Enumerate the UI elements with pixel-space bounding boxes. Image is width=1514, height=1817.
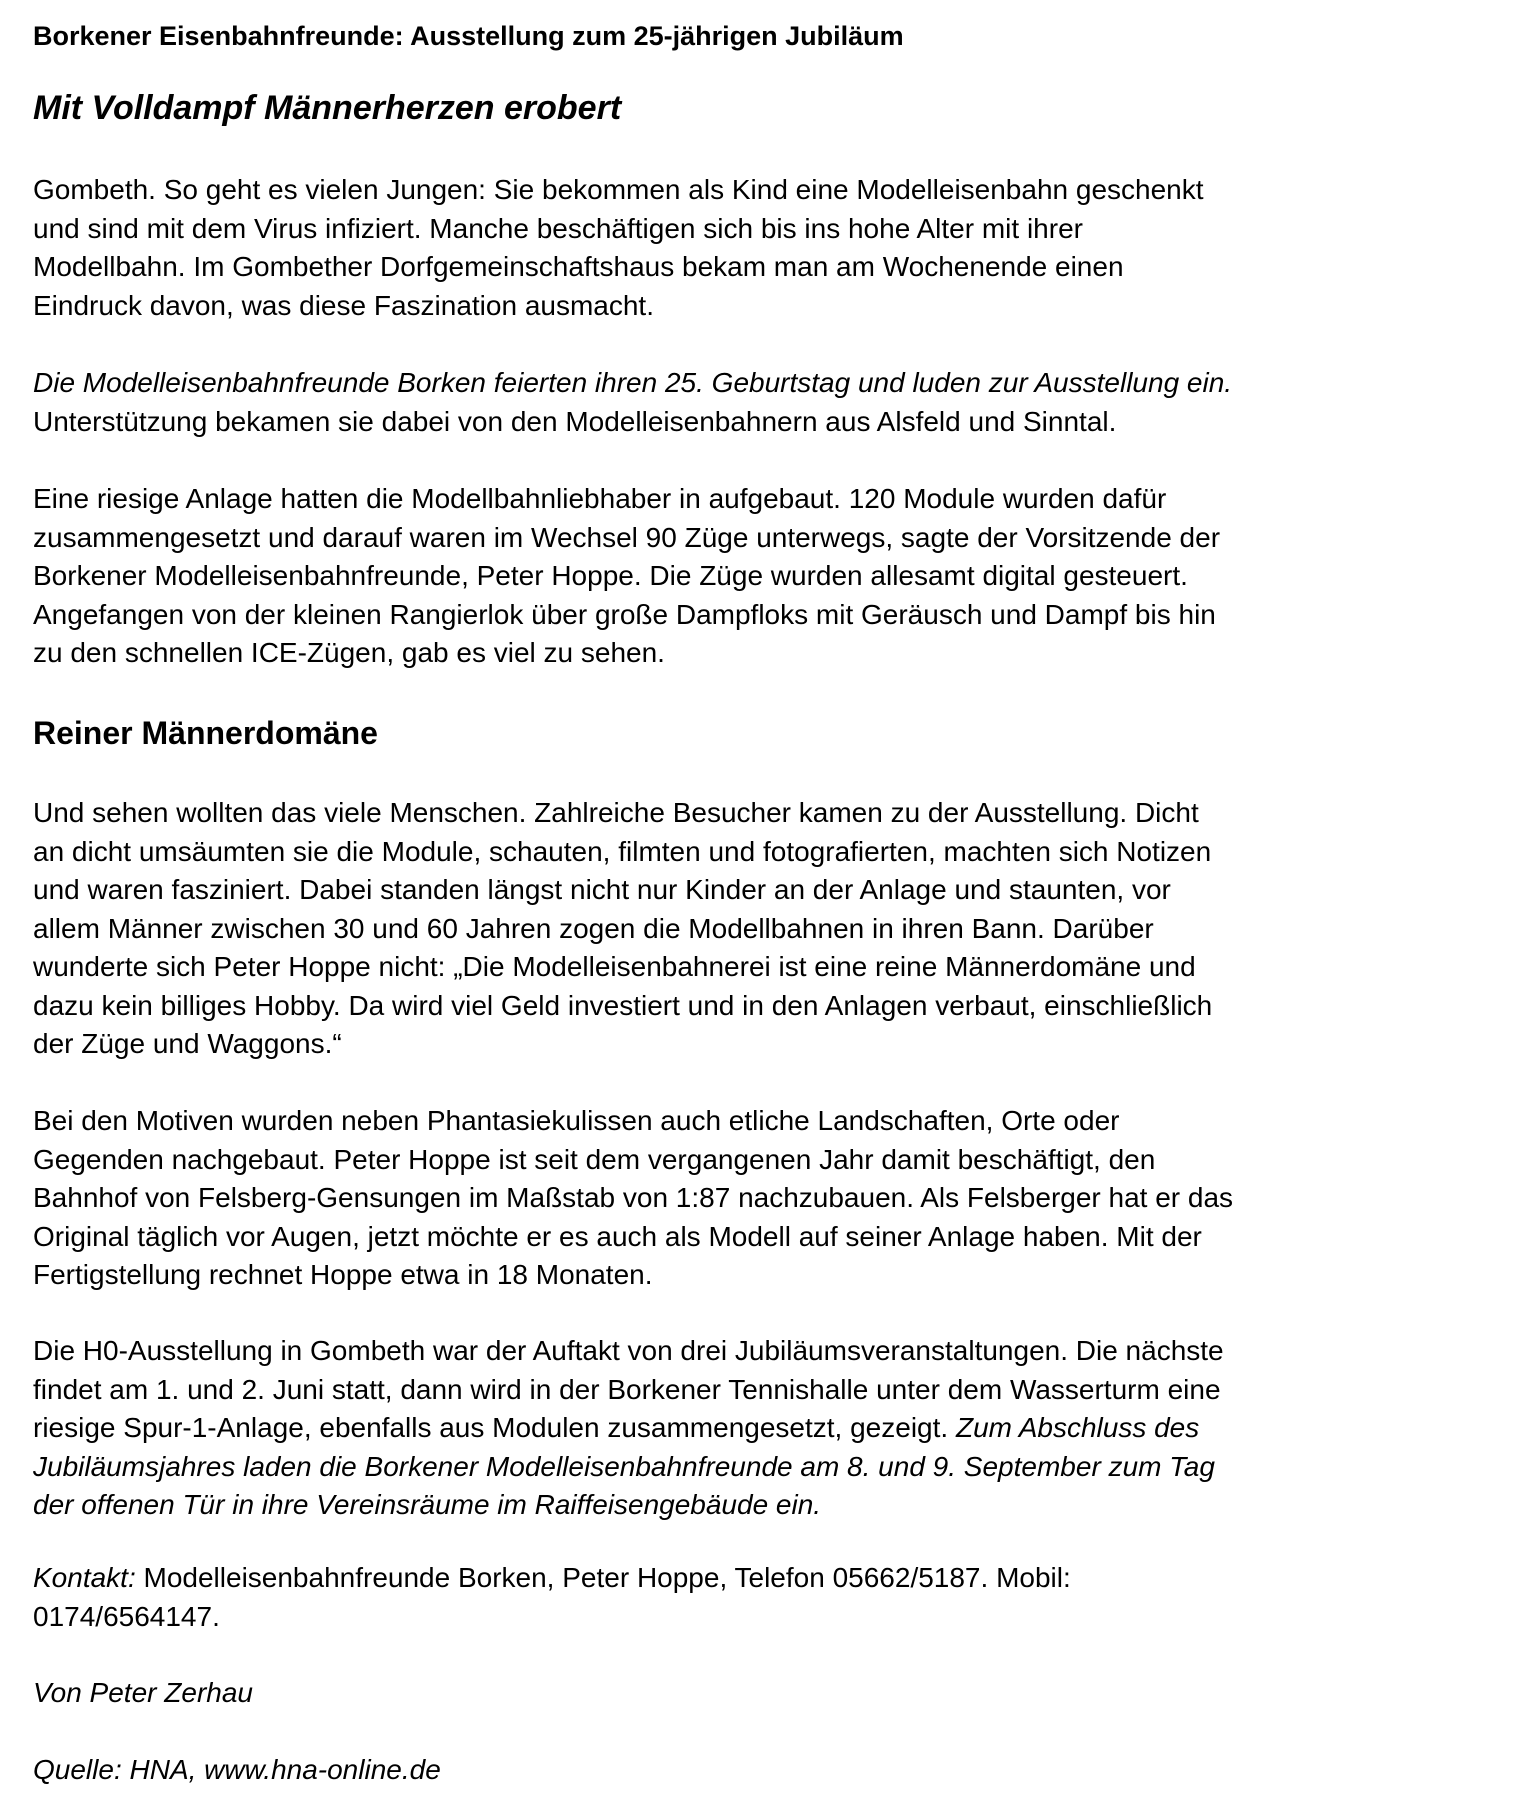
paragraph-visitors — [33, 794, 1212, 1064]
text-line: der Züge und Waggons.“ — [33, 1028, 342, 1059]
text-line: dazu kein billiges Hobby. Da wird viel Geld investiert und in den Anlagen verbaut, einschließlich — [33, 989, 1213, 1021]
contact-label: Kontakt: — [33, 1562, 136, 1593]
paragraph-events — [33, 1332, 1224, 1525]
byline: Von Peter Zerhau — [33, 1677, 253, 1708]
text-line: Bahnhof von Felsberg-Gensungen im Maßstab von 1:87 nachzubauen. Als Felsberger hat er das — [33, 1182, 1234, 1213]
text-line-mixed — [33, 1409, 1224, 1448]
text-line: Bei den Motiven wurden neben Phantasiekulissen auch etliche Landschaften, Orte oder — [33, 1105, 1120, 1136]
text-line: zusammengesetzt und darauf waren im Wechsel 90 Züge unterwegs, sagte der Vorsitzende der — [33, 521, 1221, 553]
contact-details: Modelleisenbahnfreunde Borken, Peter Hoppe, Telefon 05662/5187. Mobil: — [135, 1562, 1071, 1593]
text-line: und sind mit dem Virus infiziert. Manche beschäftigen sich bis ins hohe Alter mit ihrer — [33, 212, 1083, 244]
text-line: Borkener Modelleisenbahnfreunde, Peter Hoppe. Die Züge wurden allesamt digital gesteuert. — [33, 560, 1188, 591]
source-credit: Quelle: HNA, www.hna-online.de — [33, 1754, 441, 1785]
text-line-italic: der offenen Tür in ihre Vereinsräume im Raiffeisengebäude ein. — [33, 1489, 822, 1520]
text-line: Gombeth. So geht es vielen Jungen: Sie bekommen als Kind eine Modelleisenbahn geschenkt — [33, 174, 1204, 205]
text-line-italic: Die Modelleisenbahnfreunde Borken feierten ihren 25. Geburtstag und luden zur Ausstellung ein. — [33, 367, 1233, 398]
text-segment: riesige Spur-1-Anlage, ebenfalls aus Modulen zusammengesetzt, gezeigt. — [33, 1412, 956, 1443]
article-headline: Mit Volldampf Männerherzen erobert — [33, 89, 622, 127]
text-line: Und sehen wollten das viele Menschen. Zahlreiche Besucher kamen zu der Ausstellung. Dicht — [33, 797, 1199, 828]
text-line: Unterstützung bekamen sie dabei von den Modelleisenbahnern aus Alsfeld und Sinntal. — [33, 405, 1117, 437]
text-line: wunderte sich Peter Hoppe nicht: „Die Modelleisenbahnerei ist eine reine Männerdomäne und — [33, 951, 1196, 982]
text-line: allem Männer zwischen 30 und 60 Jahren zogen die Modellbahnen in ihren Bann. Darüber — [33, 912, 1154, 944]
text-line: Angefangen von der kleinen Rangierlok über große Dampfloks mit Geräusch und Dampf bis hin — [33, 598, 1216, 630]
text-line: und waren fasziniert. Dabei standen längst nicht nur Kinder an der Anlage und staunten, vor — [33, 874, 1171, 905]
contact-info — [33, 1559, 1071, 1636]
intro-paragraph — [33, 171, 1204, 325]
text-line: Eindruck davon, was diese Faszination ausmacht. — [33, 289, 654, 321]
contact-line — [33, 1559, 1071, 1598]
paragraph-celebration — [33, 364, 1232, 441]
text-segment-italic: Zum Abschluss des — [955, 1412, 1200, 1443]
paragraph-motifs — [33, 1102, 1233, 1295]
text-line: Original täglich vor Augen, jetzt möchte er es auch als Modell auf seiner Anlage haben. Mit der — [33, 1220, 1202, 1252]
text-line: Gegenden nachgebaut. Peter Hoppe ist seit dem vergangenen Jahr damit beschäftigt, den — [33, 1143, 1156, 1175]
text-line: an dicht umsäumten sie die Module, schauten, filmten und fotografierten, machten sich Notizen — [33, 835, 1212, 867]
article-kicker: Borkener Eisenbahnfreunde: Ausstellung zum 25-jährigen Jubiläum — [33, 21, 904, 51]
text-line: zu den schnellen ICE-Zügen, gab es viel zu sehen. — [33, 637, 665, 668]
section-heading: Reiner Männerdomäne — [33, 715, 378, 751]
text-line: findet am 1. und 2. Juni statt, dann wird in der Borkener Tennishalle unter dem Wasserturm eine — [33, 1373, 1221, 1405]
text-line: Die H0-Ausstellung in Gombeth war der Auftakt von drei Jubiläumsveranstaltungen. Die nächste — [33, 1335, 1224, 1366]
text-line: Fertigstellung rechnet Hoppe etwa in 18 Monaten. — [33, 1259, 653, 1290]
text-line-italic: Jubiläumsjahres laden die Borkener Modelleisenbahnfreunde am 8. und 9. September zum Tag — [33, 1450, 1215, 1482]
contact-mobile: 0174/6564147. — [33, 1600, 220, 1632]
text-line: Eine riesige Anlage hatten die Modellbahnliebhaber in aufgebaut. 120 Module wurden dafür — [33, 483, 1167, 514]
paragraph-layout — [33, 480, 1220, 673]
text-line: Modellbahn. Im Gombether Dorfgemeinschaftshaus bekam man am Wochenende einen — [33, 251, 1124, 282]
